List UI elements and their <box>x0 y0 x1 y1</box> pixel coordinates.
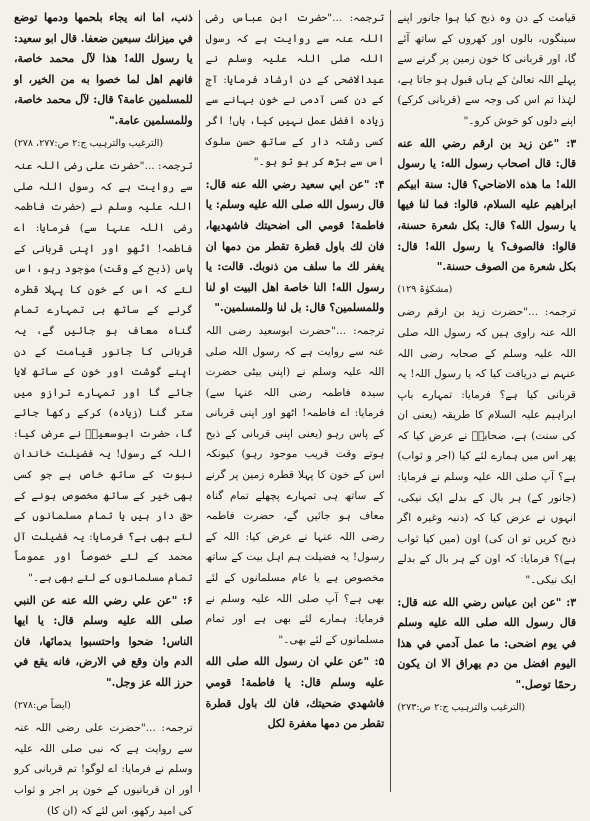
hadith-arabic: ۵: "عن علي ان رسول الله صلى الله عليه وسلم قال: يا فاطمة! قومي فاشهدي ضحيتك، فان لك باول قطرة تقطر من دمها مغفرة لكل <box>205 655 385 731</box>
column-right <box>391 8 582 794</box>
hadith-arabic: ۴: "عن ابي سعيد رضي الله عنه قال: قال رسول الله صلى الله عليه وسلم: يا فاطمة! قومي الى اضحيتك فاشهديها، فان لك باول قطرة تقطر من دمها ان يغفر لك ما سلف من ذنوبك. قالت: يا رسول الله! النا خاصة اهل البيت او لنا وللمسلمين؟ قال: بل لنا وللمسلمين." <box>205 177 385 315</box>
reference-citation: (ایضاً ص:۲۷۸) <box>13 699 71 711</box>
translation-text: قیامت کے دن وہ ذبح کیا ہوا جانور اپنے سینگوں، بالوں اور کھروں کے ساتھ آئے گا، اور قربانی کا خون زمین پر گرنے سے پہلے اللہ تعالیٰ کے ہاں قبول ہو جاتا ہے، لہٰذا تم اس کی وجہ سے (قربانی کرکے) اپنے دلوں کو خوش کرو۔" <box>397 12 576 127</box>
hadith-arabic: ۳: "عن زيد بن ارقم رضي الله عنه قال: قال اصحاب رسول الله: يا رسول الله! ما هذه الاضاحي؟ قال: سنة ابيكم ابراهيم عليه السلام، قالوا: فما لنا فيها يا رسول الله؟ قال: بكل شعرة حسنة، قالوا: فالصوف؟ يا رسول الله! قال: بكل شعرة من الصوف حسنة." <box>397 136 576 274</box>
translation-text: ترجمہ: ..."حضرت ابوسعید رضی اللہ عنہ سے روایت ہے کہ رسول اللہ صلی اللہ علیہ وسلم نے (اپنی بیٹی حضرت سیدہ فاطمہ رضی اللہ عنہا سے) فرمایا: اے فاطمہ! اٹھو اور اپنی قربانی کے پاس رہو (یعنی اپنی قربانی کے ذبح ہوتے وقت قریب موجود رہو) کیونکہ اس کے خون کا پہلا قطرہ زمین پر گرنے کے ساتھ ہی تمہارے پچھلے تمام گناہ معاف ہو جائیں گے، حضرت فاطمہ رضی اللہ عنہا نے عرض کیا: اللہ کے رسول! یہ فضیلت ہم اہل بیت کے ساتھ مخصوص ہے یا عام مسلمانوں کے لئے بھی ہے؟ آپ صلی اللہ علیہ وسلم نے فرمایا: ہمارے لئے بھی ہے اور تمام مسلمانوں کے لئے بھی۔" <box>205 324 385 646</box>
reference-citation: (الترغیب والترہیب ج:۲ ص:۲۷۳) <box>397 701 526 713</box>
hadith-arabic: ۶: "عن علي رضي الله عنه عن النبي صلى الله عليه وسلم قال: يا ايها الناس! ضحوا واحتسبوا بدمائها، فان الدم وان وقع في الارض، فانه يقع في حرز الله عز وجل." <box>13 593 193 689</box>
hadith-arabic: ذنب، اما انه يجاء بلحمها ودمها توضع في ميزانك سبعين ضعفا. قال ابو سعيد: يا رسول الله! هذا لآل محمد خاصة، فانهم اهل لما خصوا به من الخير، او للمسلمين عامة؟ قال: لآل محمد خاصة، وللمسلمين عامة." <box>13 11 193 127</box>
translation-text: ترجمہ: ..."حضرت علی رضی اللہ عنہ سے روایت ہے کہ رسول اللہ صلی اللہ علیہ وسلم نے (حضرت فاطمہ رضی اللہ عنہا سے) فرمایا: اے فاطمہ! اٹھو اور اپنی قربانی کے پاس (ذبح کے وقت) موجود رہو، اس لئے کہ اس کے خون کا پہلا قطرہ گرنے کے ساتھ ہی تمہارے تمام گناہ معاف ہو جائیں گے، یہ قربانی کا جانور قیامت کے دن اپنے گوشت اور خون کے ساتھ لایا جائے گا اور تمہارے ترازو میں ستر گنا (زیادہ) کرکے رکھا جائے گا، حضرت ابوسعیدؓ نے عرض کیا: اللہ کے رسول! یہ فضیلت خاندان نبوت کے ساتھ خاص ہے جو کسی بھی خیر کے ساتھ مخصوص ہونے کے حق دار ہیں یا تمام مسلمانوں کے لئے بھی ہے؟ فرمایا: یہ فضیلت آل محمد کے لئے خصوصاً اور عموماً تمام مسلمانوں کے لئے بھی ہے۔" <box>13 160 193 585</box>
translation-text: ترجمہ: ..."حضرت علی رضی اللہ عنہ سے روایت ہے کہ نبی صلی اللہ علیہ وسلم نے فرمایا: اے لوگو! تم قربانی کرو اور ان قربانیوں کے خون پر اجر و ثواب کی امید رکھو، اس لئے کہ (ان کا) <box>13 722 193 817</box>
translation-text: ترجمہ: ..."حضرت ابن عباس رضی اللہ عنہ سے روایت ہے کہ رسول اللہ صلی اللہ علیہ وسلم نے عیدالاضحی کے دن ارشاد فرمایا: آج کے دن کسی آدمی نے خون بہانے سے زیادہ افضل عمل نہیں کیا، ہاں! اگر کسی رشتہ دار کے ساتھ حسن سلوک اس سے بڑھ کر ہو تو ہو۔" <box>205 12 385 169</box>
column-left <box>8 8 199 817</box>
reference-citation: (الترغیب والترہیب ج:۲ ص:۲۷۷، ۲۷۸) <box>13 137 164 149</box>
column-middle <box>200 8 391 794</box>
reference-citation: (مشکوٰۃ ۱۲۹) <box>397 283 453 295</box>
hadith-arabic: ۳: "عن ابن عباس رضي الله عنه قال: قال رسول الله صلى الله عليه وسلم في يوم اضحى: ما عمل آدمي في هذا اليوم افضل من دم يهراق الا ان يكون رحمًا توصل." <box>397 595 576 691</box>
translation-text: ترجمہ: ..."حضرت زید بن ارقم رضی اللہ عنہ راوی ہیں کہ رسول اللہ صلی اللہ علیہ وسلم کے صحابہ رضی اللہ عنہم نے دریافت کیا کہ یا رسول اللہ! یہ قربانی کیا ہے؟ فرمایا: تمہارے باپ ابراہیم علیہ السلام کا طریقہ (یعنی ان کی سنت) ہے، صحابہؓ نے عرض کیا کہ پھر اس میں ہمارے لئے کیا (اجر و ثواب) ہے؟ آپ صلی اللہ علیہ وسلم نے فرمایا: (جانور کے) ہر بال کے بدلے ایک نیکی، انہوں نے عرض کیا کہ (دنبہ وغیرہ اگر ذبح کریں تو ان کی) اون (میں کیا ثواب ہے)؟ فرمایا: کہ اون کے ہر بال کے بدلے ایک نیکی۔" <box>397 306 576 587</box>
